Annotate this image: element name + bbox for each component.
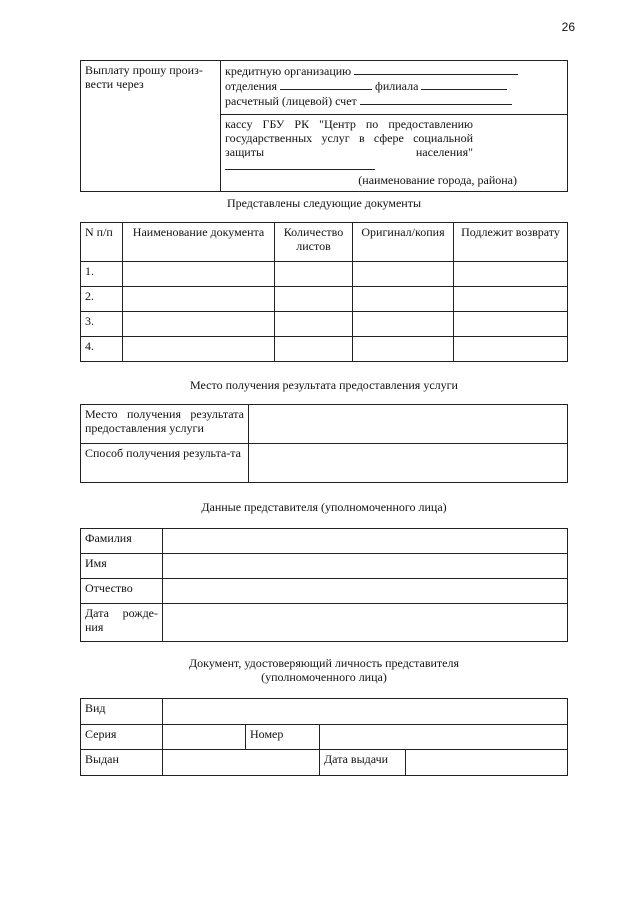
name-label: Имя	[81, 554, 163, 579]
result-method-value[interactable]	[249, 444, 568, 483]
result-place-value[interactable]	[249, 405, 568, 444]
table-row	[81, 312, 568, 337]
doc-cell[interactable]	[454, 287, 568, 312]
doc-cell[interactable]	[275, 312, 353, 337]
result-place-title: Место получения результата предоставления услуги	[190, 378, 458, 392]
result-method-label: Способ получения результа-та	[81, 444, 249, 483]
id-series-field[interactable]	[163, 725, 246, 750]
id-number-field[interactable]	[320, 725, 568, 750]
surname-label: Фамилия	[81, 529, 163, 554]
doc-row-num: 3.	[81, 312, 123, 337]
cash-cell[interactable]	[221, 115, 568, 192]
id-type-field[interactable]	[163, 699, 568, 725]
patronymic-label: Отчество	[81, 579, 163, 604]
documents-table	[80, 222, 568, 362]
doc-cell[interactable]	[454, 337, 568, 362]
cash-city-line[interactable]	[225, 159, 375, 170]
doc-row-num: 4.	[81, 337, 123, 362]
payment-label	[81, 61, 221, 192]
result-place-table	[80, 404, 568, 483]
doc-row-num: 2.	[81, 287, 123, 312]
branch-line[interactable]	[280, 79, 372, 90]
name-field[interactable]	[163, 554, 568, 579]
doc-row-num: 1.	[81, 262, 123, 287]
id-type-label: Вид	[81, 699, 163, 725]
filial-label: филиала	[375, 78, 419, 93]
doc-cell[interactable]	[353, 337, 454, 362]
id-document-title-line2: (уполномоченного лица)	[261, 670, 387, 685]
doc-cell[interactable]	[123, 287, 275, 312]
account-label: расчетный (лицевой) счет	[225, 93, 357, 108]
table-row	[81, 287, 568, 312]
filial-line[interactable]	[421, 79, 507, 90]
table-row	[81, 337, 568, 362]
doc-header-return: Подлежит возврату	[454, 223, 568, 262]
doc-cell[interactable]	[454, 312, 568, 337]
id-date-label: Дата выдачи	[320, 750, 406, 776]
cash-note: (наименование города, района)	[358, 173, 517, 188]
doc-cell[interactable]	[123, 312, 275, 337]
documents-table-wrap	[80, 222, 568, 362]
id-document-table-wrap	[80, 698, 568, 776]
patronymic-field[interactable]	[163, 579, 568, 604]
bank-org-line[interactable]	[354, 64, 518, 75]
doc-cell[interactable]	[123, 262, 275, 287]
id-series-label: Серия	[81, 725, 163, 750]
cash-text: кассу ГБУ РК "Центр по предоставлению государственных услуг в сфере социальной защиты населения"	[225, 117, 473, 159]
doc-cell[interactable]	[275, 287, 353, 312]
doc-header-count: Количество листов	[275, 223, 353, 262]
doc-header-name: Наименование документа	[123, 223, 275, 262]
doc-cell[interactable]	[454, 262, 568, 287]
table-row	[81, 262, 568, 287]
surname-field[interactable]	[163, 529, 568, 554]
birth-date-field[interactable]	[163, 604, 568, 642]
result-place-table-wrap	[80, 404, 568, 483]
birth-date-label: Дата рожде-ния	[81, 604, 163, 642]
result-place-label: Место получения результата предоставления услуги	[81, 405, 249, 444]
id-date-field[interactable]	[406, 750, 568, 776]
page-number: 26	[561, 20, 575, 34]
representative-table	[80, 528, 568, 642]
bank-cell[interactable]	[221, 61, 568, 115]
payment-table-wrap	[80, 60, 568, 192]
id-issued-field[interactable]	[163, 750, 320, 776]
payment-label-text: Выплату прошу произ-вести через	[85, 63, 203, 91]
payment-table	[80, 60, 568, 192]
id-issued-label: Выдан	[81, 750, 163, 776]
account-line[interactable]	[360, 94, 512, 105]
id-document-title	[80, 656, 568, 685]
representative-title: Данные представителя (уполномоченного лица)	[201, 500, 447, 514]
doc-cell[interactable]	[123, 337, 275, 362]
branch-label: отделения	[225, 78, 278, 93]
doc-header-num: N п/п	[81, 223, 123, 262]
documents-title: Представлены следующие документы	[226, 196, 422, 210]
bank-org-label: кредитную организацию	[225, 64, 352, 78]
doc-cell[interactable]	[275, 262, 353, 287]
doc-cell[interactable]	[353, 312, 454, 337]
doc-header-original: Оригинал/копия	[353, 223, 454, 262]
doc-cell[interactable]	[275, 337, 353, 362]
id-number-label: Номер	[246, 725, 320, 750]
id-document-table	[80, 698, 568, 776]
doc-cell[interactable]	[353, 287, 454, 312]
representative-table-wrap	[80, 528, 568, 642]
doc-cell[interactable]	[353, 262, 454, 287]
id-document-title-line1: Документ, удостоверяющий личность представителя	[188, 656, 460, 670]
